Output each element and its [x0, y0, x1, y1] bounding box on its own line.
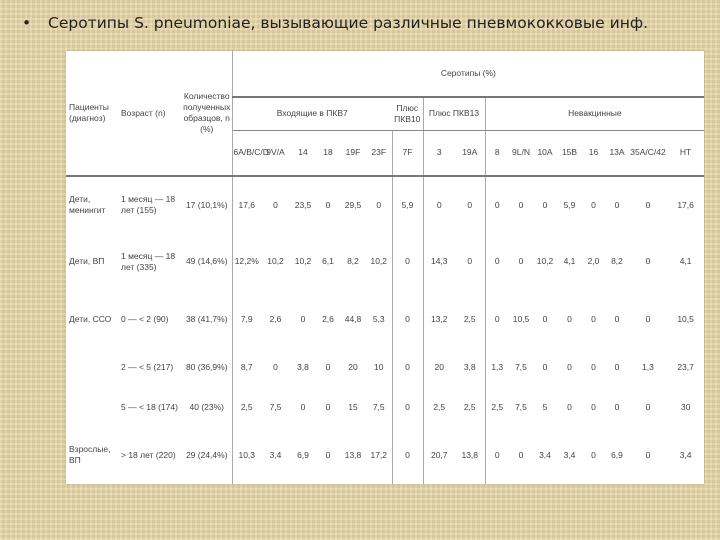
header-serotype: 18: [316, 130, 340, 176]
cell-value: 29,5: [344, 199, 362, 210]
cell-value: 8,2: [347, 256, 359, 267]
cell-value: 0: [300, 401, 306, 412]
cell-value: 13,8: [344, 449, 362, 460]
cell-value: 0: [542, 361, 548, 372]
header-patients: Пациенты (диагноз): [66, 51, 118, 176]
cell-value: 0: [645, 199, 651, 210]
header-serotype: НТ: [667, 130, 704, 176]
cell-value: 10,2: [366, 233, 392, 290]
header-serotype: 3: [423, 130, 455, 176]
header-group-pcv13: Плюс ПКВ13: [423, 97, 485, 130]
bullet: •: [22, 14, 32, 32]
slide-title: [22, 14, 702, 32]
cell-value: 6,1: [322, 256, 334, 267]
cell-value: 23,7: [677, 361, 694, 372]
cell-value: 2,5: [433, 401, 446, 412]
cell-value: 0: [325, 401, 331, 412]
cell-value: 2,6: [269, 313, 282, 324]
cell-value: 0: [392, 427, 423, 484]
cell-value: 0: [591, 449, 596, 460]
cell-age: 5 — < 18 (174): [121, 401, 178, 412]
cell-age: > 18 лет (220): [121, 449, 176, 460]
header-count: Количество полученных образцов, n (%): [182, 51, 232, 176]
cell-count: 80 (36,9%): [182, 348, 232, 388]
cell-value: 8,7: [240, 361, 253, 372]
cell-value: 0: [494, 313, 500, 324]
cell-value: 12,2%: [234, 256, 259, 267]
header-age: Возраст (n): [118, 51, 182, 176]
cell-age: 1 месяц — 18 лет (335): [121, 250, 176, 272]
table-row: [66, 348, 704, 388]
cell-value: 5,9: [392, 176, 423, 233]
cell-value: 0: [366, 176, 392, 233]
cell-value: 0: [325, 449, 331, 460]
cell-patient: Дети, ВП: [69, 256, 105, 267]
cell-value: 0: [645, 401, 651, 412]
header-serotype: 9V/A: [261, 130, 290, 176]
cell-value: 3,4: [563, 449, 576, 460]
header-serotype: 35A/C/42: [629, 130, 667, 176]
header-serotype: 15B: [557, 130, 582, 176]
cell-value: 3,4: [679, 449, 692, 460]
cell-count: 38 (41,7%): [182, 291, 232, 348]
cell-value: 44,8: [344, 313, 362, 324]
cell-value: 6,9: [297, 449, 309, 460]
header-serotype: 16: [582, 130, 605, 176]
cell-value: 8,2: [611, 256, 623, 267]
cell-value: 0: [645, 313, 651, 324]
cell-value: 0: [300, 313, 306, 324]
cell-value: 0: [325, 199, 331, 210]
cell-value: 10: [366, 348, 392, 388]
serotype-table-frame: [66, 51, 704, 484]
cell-value: 0: [591, 313, 596, 324]
cell-value: 10,5: [512, 313, 530, 324]
header-group-pcv10: Плюс ПКВ10: [392, 97, 423, 130]
cell-value: 10,2: [536, 256, 554, 267]
cell-value: 0: [591, 401, 596, 412]
header-serotype: 19F: [340, 130, 366, 176]
cell-value: 0: [392, 233, 423, 290]
cell-value: 0: [645, 449, 651, 460]
cell-value: 20: [348, 361, 358, 372]
cell-value: 4,1: [563, 256, 576, 267]
header-serotype: 7F: [392, 130, 423, 176]
cell-value: 2,6: [322, 313, 334, 324]
cell-value: 1,3: [642, 361, 654, 372]
cell-value: 17,6: [677, 199, 694, 210]
cell-value: 0: [455, 233, 485, 290]
header-serotype: 13A: [605, 130, 629, 176]
cell-value: 23,5: [294, 199, 312, 210]
cell-value: 10,2: [294, 256, 312, 267]
header-serotype: 8: [485, 130, 509, 176]
cell-value: 5: [542, 401, 548, 412]
cell-value: 0: [494, 449, 500, 460]
cell-value: 0: [645, 256, 651, 267]
cell-value: 17,6: [238, 199, 256, 210]
cell-value: 7,5: [515, 361, 527, 372]
cell-value: 0: [518, 256, 524, 267]
serotype-table: [66, 51, 704, 484]
cell-value: 4,1: [679, 256, 692, 267]
header-group-pcv7: Входящие в ПКВ7: [232, 97, 392, 130]
cell-value: 1,3: [491, 361, 504, 372]
cell-value: 6,9: [611, 449, 623, 460]
cell-value: 0: [392, 348, 423, 388]
cell-value: 7,5: [269, 401, 282, 412]
cell-value: 30: [680, 401, 691, 412]
cell-patient: Взрослые, ВП: [69, 444, 111, 466]
cell-value: 2,5: [240, 401, 253, 412]
cell-value: 3,8: [297, 361, 309, 372]
cell-value: 2,0: [587, 256, 600, 267]
cell-value: 2,5: [491, 401, 504, 412]
cell-value: 14,3: [430, 256, 448, 267]
header-serotype: 6A/B/C/D: [232, 130, 261, 176]
cell-patient: [66, 348, 118, 388]
cell-value: 13,8: [455, 427, 485, 484]
cell-value: 5,9: [563, 199, 576, 210]
cell-value: 0: [494, 256, 500, 267]
cell-value: 0: [591, 199, 596, 210]
table-row: [66, 291, 704, 348]
table-row: [66, 387, 704, 427]
cell-value: 20,7: [430, 449, 448, 460]
header-serotype: 23F: [366, 130, 392, 176]
cell-value: 0: [614, 313, 620, 324]
cell-age: 1 месяц — 18 лет (155): [121, 194, 176, 216]
cell-value: 2,5: [455, 387, 485, 427]
cell-value: 15: [348, 401, 358, 412]
cell-value: 3,4: [269, 449, 282, 460]
cell-value: 10,5: [677, 313, 694, 324]
cell-age: 2 — < 5 (217): [121, 361, 174, 372]
header-serotype: 14: [290, 130, 316, 176]
header-serotype: 10A: [533, 130, 557, 176]
cell-value: 0: [455, 176, 485, 233]
cell-patient: [66, 387, 118, 427]
cell-value: 0: [567, 401, 572, 412]
header-serotypes: Серотипы (%): [232, 51, 704, 97]
cell-count: 40 (23%): [182, 387, 232, 427]
cell-patient: Дети, менингит: [69, 194, 106, 216]
cell-value: 0: [518, 449, 524, 460]
cell-count: 29 (24,4%): [182, 427, 232, 484]
cell-patient: Дети, ССО: [69, 313, 112, 324]
cell-value: 7,9: [240, 313, 253, 324]
table-row: [66, 176, 704, 233]
cell-value: 7,5: [515, 401, 527, 412]
cell-value: 0: [614, 401, 620, 412]
cell-value: 2,5: [455, 291, 485, 348]
cell-count: 49 (14,6%): [182, 233, 232, 290]
cell-value: 0: [273, 199, 278, 210]
cell-value: 0: [325, 361, 331, 372]
cell-value: 0: [436, 199, 442, 210]
cell-value: 0: [273, 361, 278, 372]
slide-title-text: Серотипы S. pneumoniae, вызывающие различные пневмококковые инф.: [48, 14, 649, 32]
header-serotype: 19A: [455, 130, 485, 176]
cell-count: 17 (10,1%): [182, 176, 232, 233]
header-group-other: Невакцинные: [485, 97, 704, 130]
cell-value: 0: [567, 313, 572, 324]
cell-value: 13,2: [430, 313, 448, 324]
cell-value: 0: [542, 199, 548, 210]
header-serotype: 9L/N: [509, 130, 533, 176]
cell-value: 10,3: [238, 449, 256, 460]
cell-value: 0: [591, 361, 596, 372]
cell-value: 20: [434, 361, 444, 372]
cell-value: 0: [392, 291, 423, 348]
table-row: [66, 233, 704, 290]
cell-value: 5,3: [366, 291, 392, 348]
cell-value: 0: [518, 199, 524, 210]
table-row: [66, 427, 704, 484]
cell-value: 3,8: [455, 348, 485, 388]
cell-value: 0: [392, 387, 423, 427]
cell-value: 17,2: [366, 427, 392, 484]
cell-value: 0: [614, 199, 620, 210]
cell-value: 7,5: [366, 387, 392, 427]
cell-value: 10,2: [267, 256, 284, 267]
cell-value: 0: [614, 361, 620, 372]
cell-age: 0 — < 2 (90): [121, 313, 169, 324]
cell-value: 0: [567, 361, 572, 372]
cell-value: 0: [494, 199, 500, 210]
cell-value: 0: [542, 313, 548, 324]
cell-value: 3,4: [539, 449, 551, 460]
